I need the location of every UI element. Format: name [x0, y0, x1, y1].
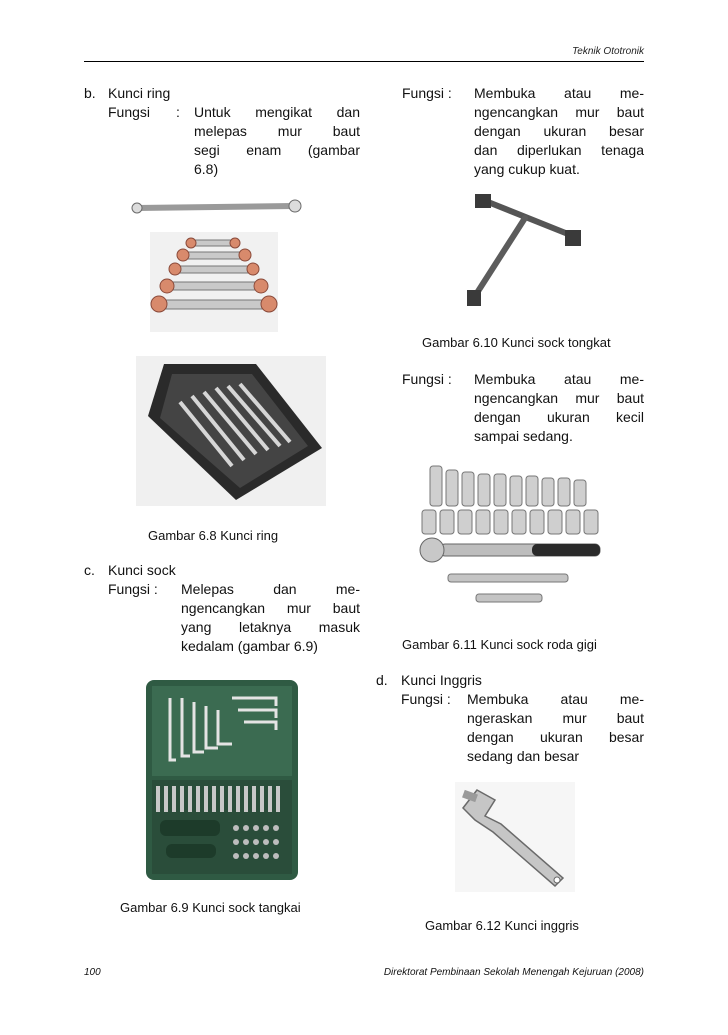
item-c-marker: c.: [84, 562, 95, 578]
item-d-title: Kunci Inggris: [401, 672, 482, 688]
figure-6-11-caption: Gambar 6.11 Kunci sock roda gigi: [402, 637, 597, 652]
ratchet-socket-set-image: [412, 460, 604, 620]
item-b-description: [194, 103, 360, 179]
adjustable-wrench-image: [455, 782, 575, 892]
item-f2-line: dengan ukuran kecil: [474, 409, 644, 425]
socket-tool-case-image: [146, 680, 298, 880]
footer-publisher: Direktorat Pembinaan Sekolah Menengah Kejuruan (2008): [383, 967, 644, 978]
figure-6-8-caption: Gambar 6.8 Kunci ring: [148, 528, 279, 543]
item-f1-line: dan diperlukan tenaga: [474, 142, 644, 158]
item-d-marker: d.: [376, 672, 388, 688]
item-f2-fungsi-label: Fungsi :: [402, 371, 452, 387]
item-d-line: dengan ukuran besar: [467, 729, 644, 745]
figure-6-12-caption: Gambar 6.12 Kunci inggris: [425, 918, 579, 933]
item-f2-line: sampai sedang.: [474, 428, 573, 444]
item-b-title: Kunci ring: [108, 85, 171, 101]
item-f1-description: [474, 84, 644, 179]
item-b-line: 6.8): [194, 161, 219, 177]
item-c-line: ngencangkan mur baut: [181, 600, 360, 616]
item-b-marker: b.: [84, 85, 96, 101]
item-c-line: yang letaknya masuk: [181, 619, 360, 635]
item-d-line: sedang dan besar: [467, 748, 580, 764]
item-b-line: segi enam (gambar: [194, 142, 360, 158]
item-f1-line: dengan ukuran besar: [474, 123, 644, 139]
item-c-line: Melepas dan me-: [181, 581, 360, 597]
running-header: Teknik Ototronik: [572, 46, 644, 57]
item-f2-line: ngencangkan mur baut: [474, 390, 644, 406]
item-d-fungsi-label: Fungsi :: [401, 691, 451, 707]
item-f1-line: ngencangkan mur baut: [474, 104, 644, 120]
item-f1-fungsi-label: Fungsi :: [402, 85, 452, 101]
item-f2-line: Membuka atau me-: [474, 371, 644, 387]
item-c-fungsi-label: Fungsi :: [108, 581, 158, 597]
item-b-line: melepas mur baut: [194, 123, 360, 139]
header-rule: [84, 61, 644, 62]
item-c-title: Kunci sock: [108, 562, 176, 578]
item-f1-line: Membuka atau me-: [474, 85, 644, 101]
item-d-line: Membuka atau me-: [467, 691, 644, 707]
combination-wrench-tray-image: [136, 356, 326, 506]
item-d-line: ngeraskan mur baut: [467, 710, 644, 726]
item-b-colon: :: [176, 104, 180, 120]
page-number: 100: [84, 967, 101, 978]
item-f2-description: [474, 370, 644, 446]
item-b-fungsi-label: Fungsi: [108, 104, 151, 120]
figure-6-9-caption: Gambar 6.9 Kunci sock tangkai: [120, 900, 301, 915]
ring-spanner-set-image: [125, 196, 320, 336]
figure-6-10-caption: Gambar 6.10 Kunci sock tongkat: [422, 335, 611, 350]
t-handle-socket-wrench-image: [455, 192, 585, 312]
item-b-line: Untuk mengikat dan: [194, 104, 360, 120]
item-c-description: [181, 580, 360, 656]
item-f1-line: yang cukup kuat.: [474, 161, 580, 177]
item-c-line: kedalam (gambar 6.9): [181, 638, 318, 654]
item-d-description: [467, 690, 644, 766]
